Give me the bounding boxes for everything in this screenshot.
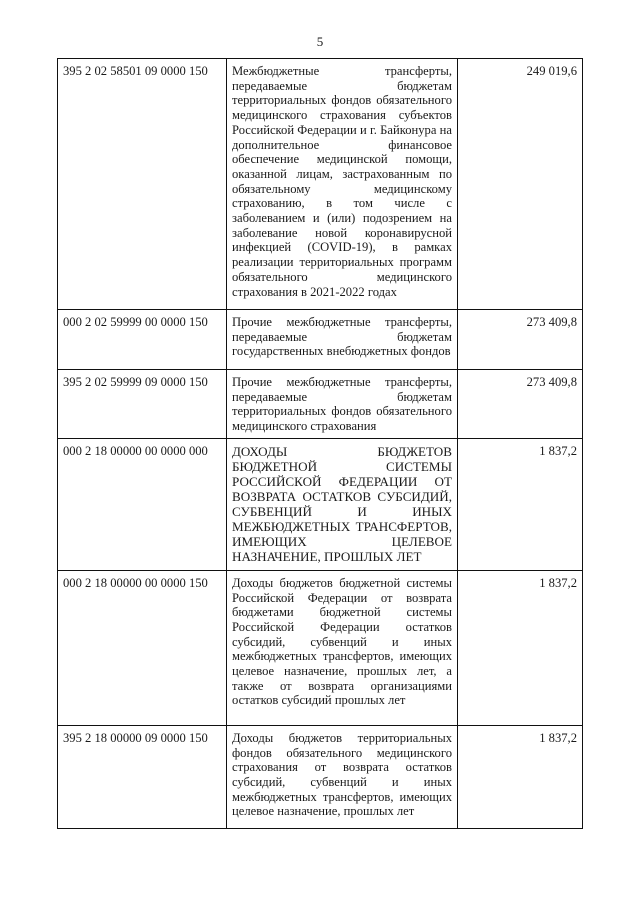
budget-classification-code: 395 2 18 00000 09 0000 150 <box>58 725 227 828</box>
revenue-description-text: Доходы бюджетов территориальных фондов обязательного медицинского страхования от возврата остатков субсидий, субвенций и иных межбюджетных трансфертов, имеющих целевое назначение, прошлых лет <box>232 730 452 819</box>
revenue-description <box>227 725 458 828</box>
revenue-description-text: Межбюджетные трансферты, передаваемые бюджетам территориальных фондов обязательного медицинского страхования субъектов Российской Федерации и г. Байконура на дополнительное финансовое обеспечение медицинской помощи, оказанной лицам, застрахованным по обязательному медицинскому страхованию, в том числе с заболеванием и (или) подозрением на заболевание новой коронавирусной инфекцией (COVID-19), в рамках реализации территориальных программ обязательного медицинского страхования в 2021-2022 годах <box>232 64 452 299</box>
revenue-description <box>227 570 458 725</box>
revenue-description-text: Доходы бюджетов бюджетной системы Российской Федерации от возврата бюджетами бюджетной системы Российской Федерации остатков субсидий, субвенций и иных межбюджетных трансфертов, имеющих целевое назначение, прошлых лет, а также от возврата организациями остатков субсидий прошлых лет <box>232 575 452 708</box>
revenue-description-text: Прочие межбюджетные трансферты, передаваемые бюджетам территориальных фондов обязательного медицинского страхования <box>232 375 452 434</box>
revenue-description <box>227 438 458 570</box>
revenue-description <box>227 59 458 310</box>
revenue-description-text: ДОХОДЫ БЮДЖЕТОВ БЮДЖЕТНОЙ СИСТЕМЫ РОССИЙСКОЙ ФЕДЕРАЦИИ ОТ ВОЗВРАТА ОСТАТКОВ СУБСИДИЙ, СУБВЕНЦИЙ И ИНЫХ МЕЖБЮДЖЕТНЫХ ТРАНСФЕРТОВ, ИМЕЮЩИХ ЦЕЛЕВОЕ НАЗНАЧЕНИЕ, ПРОШЛЫХ ЛЕТ <box>232 443 452 564</box>
amount-cell: 1 837,2 <box>458 725 583 828</box>
budget-classification-code: 000 2 18 00000 00 0000 150 <box>58 570 227 725</box>
budget-revenue-table <box>57 58 583 829</box>
budget-classification-code: 000 2 02 59999 00 0000 150 <box>58 310 227 370</box>
table-row <box>58 59 583 310</box>
table-row <box>58 570 583 725</box>
page-number: 5 <box>316 34 324 49</box>
amount-cell: 1 837,2 <box>458 570 583 725</box>
table-row <box>58 310 583 370</box>
table-row <box>58 725 583 828</box>
table-row <box>58 370 583 439</box>
table-row <box>58 438 583 570</box>
revenue-description-text: Прочие межбюджетные трансферты, передаваемые бюджетам государственных внебюджетных фондов <box>232 315 452 359</box>
amount-cell: 249 019,6 <box>458 59 583 310</box>
revenue-description <box>227 370 458 439</box>
budget-classification-code: 395 2 02 59999 09 0000 150 <box>58 370 227 439</box>
amount-cell: 1 837,2 <box>458 438 583 570</box>
amount-cell: 273 409,8 <box>458 310 583 370</box>
revenue-description <box>227 310 458 370</box>
budget-classification-code: 000 2 18 00000 00 0000 000 <box>58 438 227 570</box>
budget-classification-code: 395 2 02 58501 09 0000 150 <box>58 59 227 310</box>
amount-cell: 273 409,8 <box>458 370 583 439</box>
